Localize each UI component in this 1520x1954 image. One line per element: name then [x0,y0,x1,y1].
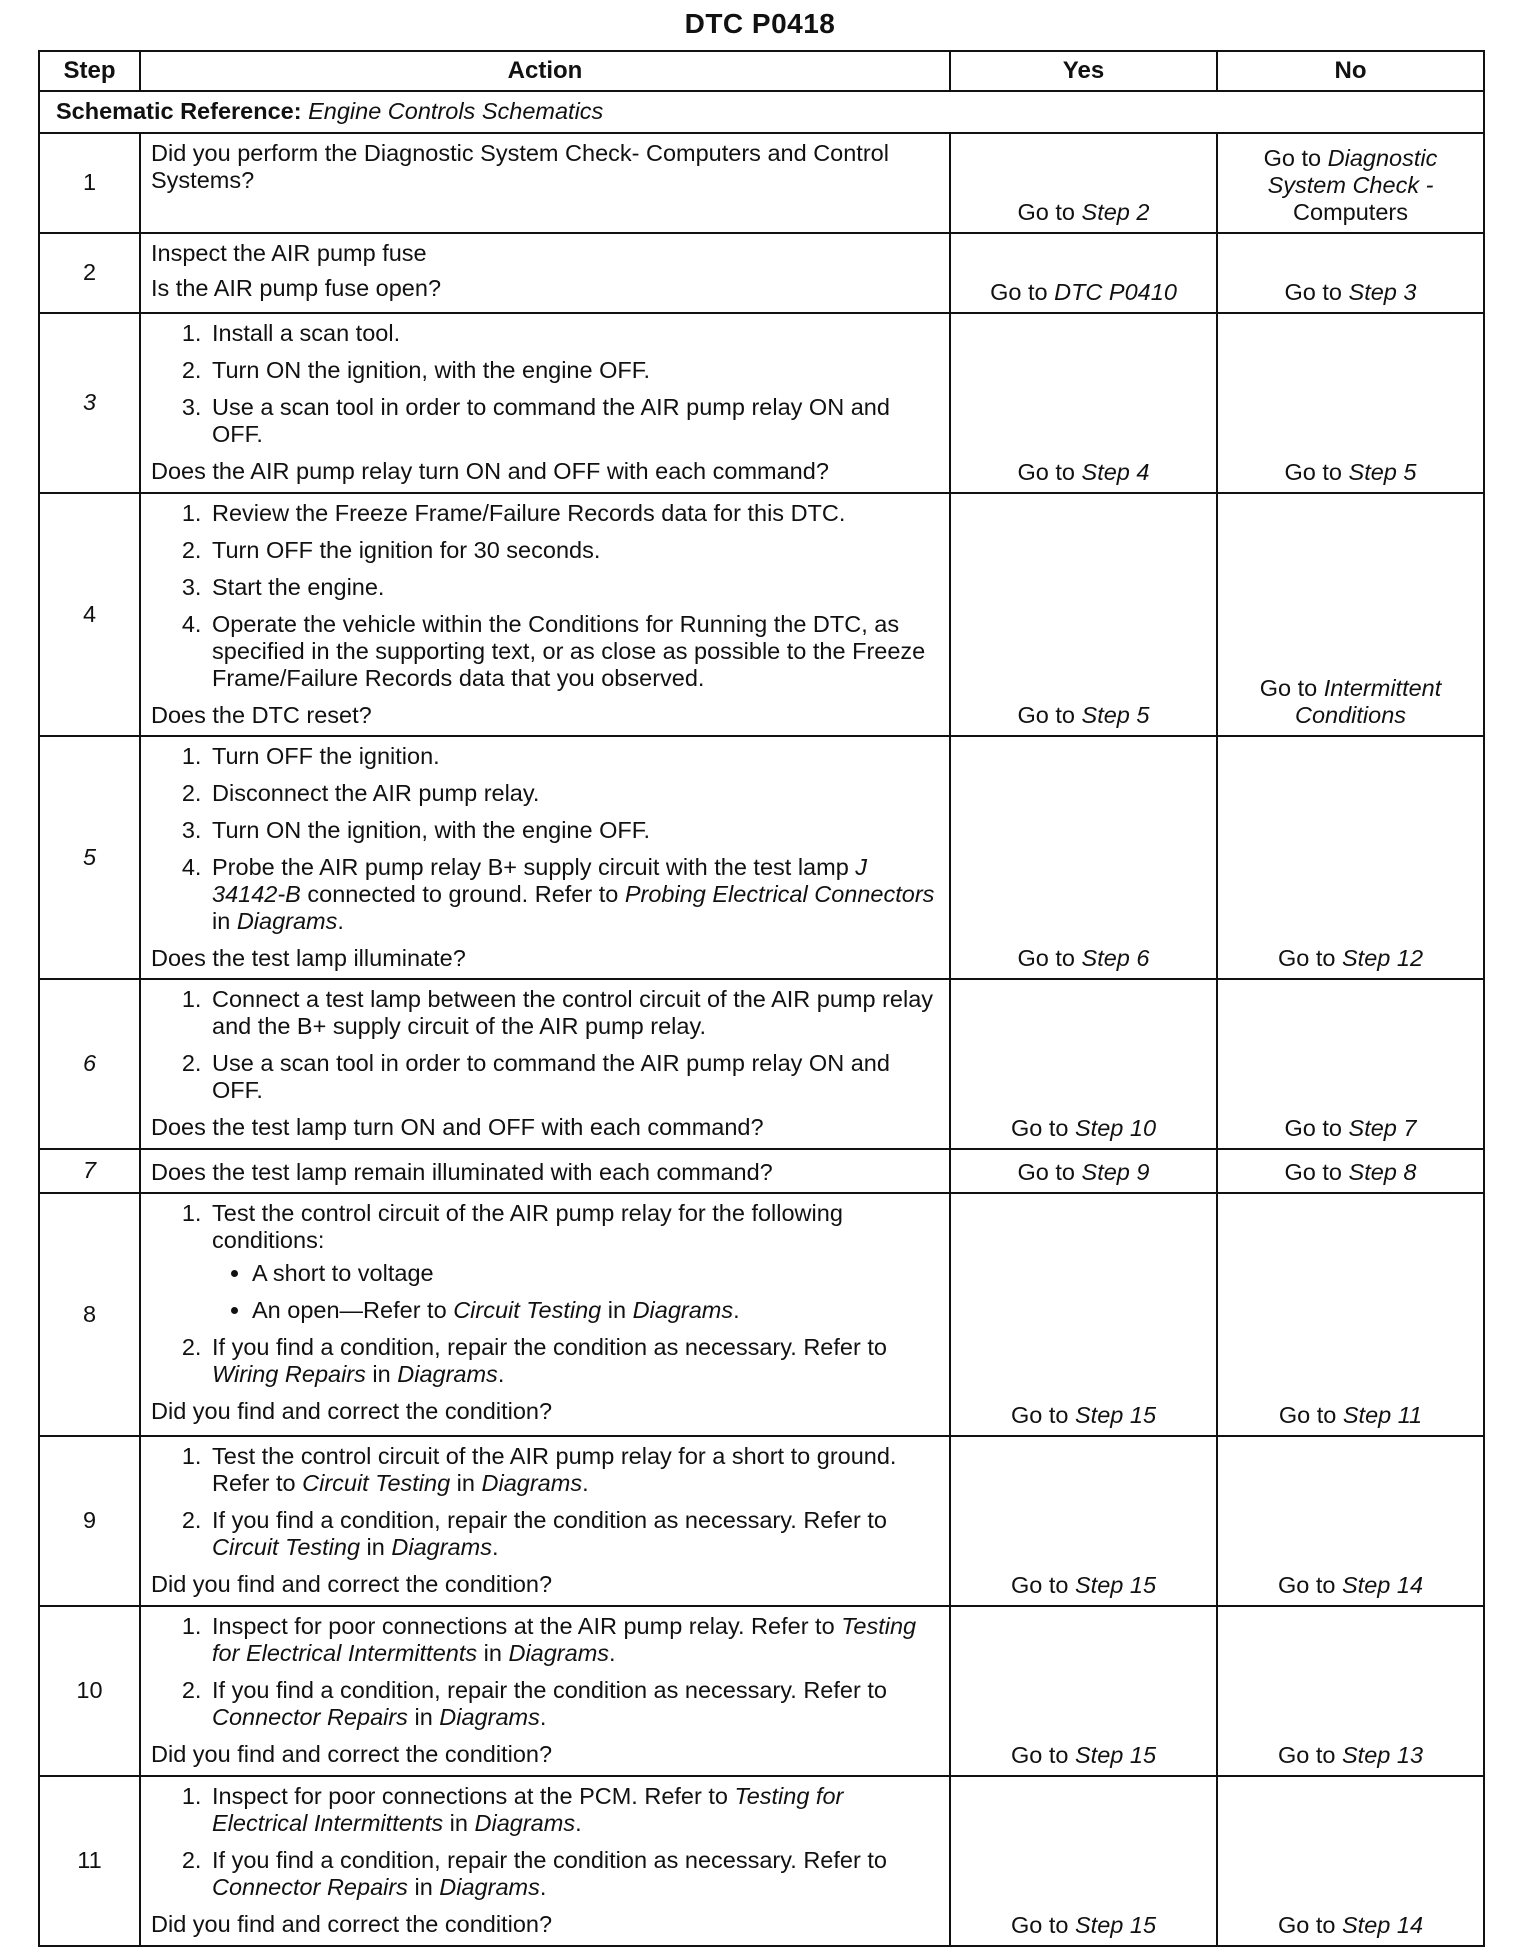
reference-text: Connector Repairs [212,1874,408,1901]
plain-text: If you find a condition, repair the condition as necessary. Refer to [212,1507,887,1534]
action-step-item [208,320,939,347]
action-question: Does the test lamp remain illuminated with each command? [151,1159,773,1186]
plain-text: Go to [1010,1741,1075,1768]
yes-cell [950,133,1217,233]
reference-text: Step 15 [1075,1741,1157,1768]
action-step-item [208,1507,939,1561]
plain-text: If you find a condition, repair the condition as necessary. Refer to [212,1677,887,1704]
plain-text: Go to [1010,1114,1075,1141]
no-line [1224,675,1477,702]
plain-text: If you find a condition, repair the condition as necessary. Refer to [212,1334,887,1361]
plain-text: . [491,1534,499,1561]
plain-text: Go to [1277,1741,1342,1768]
yes-cell [950,979,1217,1149]
reference-text: Step 5 [1348,458,1417,485]
action-cell [140,1776,950,1946]
table-row [39,1149,1484,1193]
plain-text: Go to [1259,674,1324,701]
reference-text: Circuit Testing [302,1470,451,1497]
table-row [39,1606,1484,1776]
plain-text: Use a scan tool in order to command the AIR pump relay ON and OFF. [212,1050,890,1104]
no-cell [1217,1776,1484,1946]
reference-text: Step 10 [1075,1114,1157,1141]
schematic-value: Engine Controls Schematics [308,98,604,125]
yes-cell [950,1193,1217,1436]
action-step-item [208,1677,939,1731]
plain-text: Test the control circuit of the AIR pump relay for the following conditions: [212,1200,843,1254]
plain-text: Go to [1017,458,1082,485]
yes-cell [950,1606,1217,1776]
plain-text: Disconnect the AIR pump relay. [212,780,540,807]
plain-text: connected to ground. Refer to [300,881,625,908]
plain-text: Go to [990,278,1055,305]
plain-text: in [212,908,237,935]
action-step-item [208,500,939,527]
plain-text: Go to [1284,1158,1349,1185]
no-cell [1217,736,1484,979]
action-cell [140,1149,950,1193]
diagnostic-table [38,50,1485,1947]
no-cell [1217,313,1484,493]
action-question: Does the AIR pump relay turn ON and OFF with each command? [151,458,829,485]
action-step-item [208,743,939,770]
action-steps-list [151,320,939,448]
no-cell [1217,1436,1484,1606]
plain-text: Turn OFF the ignition. [212,743,440,769]
plain-text: . [575,1810,582,1837]
no-line [1224,145,1477,172]
plain-text: . [337,908,344,935]
schematic-reference-row [39,91,1484,133]
table-row [39,313,1484,493]
plain-text: Go to [1017,1158,1082,1185]
reference-text: System Check - [1267,171,1434,198]
plain-text: Inspect for poor connections at the AIR pump relay. Refer to [212,1613,842,1639]
action-step-item [208,1613,939,1667]
reference-text: Step 2 [1081,198,1150,225]
plain-text: Operate the vehicle within the Conditions for Running the DTC, as specified in the supporting text, or as close as possible to the Freeze Frame/Failure Records data that you observed. [212,611,926,692]
reference-text: Diagrams [397,1361,498,1388]
action-steps-list [151,500,939,692]
plain-text: Go to [1277,1571,1342,1598]
yes-cell [950,313,1217,493]
reference-text: Step 11 [1342,1401,1423,1428]
schematic-label: Schematic Reference: [56,98,302,125]
reference-text: Diagrams [391,1534,492,1561]
reference-text: Diagnostic [1327,144,1438,171]
no-cell [1217,1606,1484,1776]
reference-text: Diagrams [632,1297,734,1324]
schematic-reference [39,91,1484,133]
reference-text: Step 3 [1348,278,1417,305]
action-step-item [208,1783,939,1837]
yes-cell [950,1776,1217,1946]
action-question: Does the DTC reset? [151,702,372,729]
plain-text: in [407,1704,440,1731]
yes-cell [950,736,1217,979]
action-steps-list [151,1200,939,1388]
reference-text: Testing for Electrical Intermittents [212,1613,917,1667]
reference-text: Step 13 [1342,1741,1424,1768]
no-cell [1217,1193,1484,1436]
action-steps-list [151,743,939,935]
reference-text: Probing Electrical Connectors [624,881,935,908]
reference-text: Diagrams [236,908,338,935]
action-cell [140,133,950,233]
step-number: 4 [39,493,140,736]
plain-text: Go to [1010,1571,1075,1598]
header-step: Step [39,51,140,91]
condition-bullet [252,1297,939,1324]
yes-cell [950,1436,1217,1606]
reference-text: Step 6 [1081,944,1150,971]
plain-text: Computers [1293,198,1408,225]
plain-text: Go to [1277,1911,1342,1938]
plain-text: Turn ON the ignition, with the engine OFF. [212,357,651,384]
step-number: 6 [39,979,140,1149]
action-step-item [208,574,939,601]
reference-text: Diagrams [481,1470,583,1497]
action-step-item [208,1050,939,1104]
step-number: 2 [39,233,140,313]
plain-text: . [539,1874,547,1901]
no-cell [1217,133,1484,233]
step-number: 1 [39,133,140,233]
no-line [1224,702,1477,729]
plain-text: . [582,1470,589,1497]
reference-text: Circuit Testing [453,1297,602,1324]
plain-text: Go to [1263,144,1328,171]
plain-text: Review the Freeze Frame/Failure Records data for this DTC. [212,500,846,526]
step-number: 11 [39,1776,140,1946]
table-header-row [39,51,1484,91]
action-steps-list [151,986,939,1104]
action-step-item [208,780,939,807]
condition-bullets [212,1260,939,1324]
plain-text: Go to [1017,701,1082,728]
reference-text: Diagrams [439,1874,540,1901]
reference-text: Diagrams [439,1704,540,1731]
reference-text: J 34142-B [212,854,868,908]
plain-text: Connect a test lamp between the control circuit of the AIR pump relay and the B+ supply circuit of the AIR pump relay. [212,986,934,1040]
plain-text: Go to [1010,1911,1075,1938]
reference-text: Step 15 [1075,1571,1157,1598]
step-number: 3 [39,313,140,493]
yes-cell [950,493,1217,736]
step-number: 8 [39,1193,140,1436]
reference-text: Step 5 [1081,701,1150,728]
reference-text: DTC P0410 [1054,278,1177,305]
plain-text: Go to [1284,1114,1349,1141]
action-steps-list [151,1443,939,1561]
plain-text: Use a scan tool in order to command the AIR pump relay ON and OFF. [212,394,890,448]
header-yes: Yes [950,51,1217,91]
action-step-item [208,1334,939,1388]
table-row [39,979,1484,1149]
action-intro: Inspect the AIR pump fuse [151,240,427,266]
plain-text: Probe the AIR pump relay B+ supply circuit with the test lamp [212,854,856,881]
no-line [1224,172,1477,199]
no-cell [1217,979,1484,1149]
action-step-item [208,1847,939,1901]
reference-text: Diagrams [474,1810,576,1837]
action-step-item [208,357,939,384]
reference-text: Testing for Electrical Intermittents [212,1783,844,1837]
action-step-item [208,611,939,692]
plain-text: Start the engine. [212,574,385,601]
plain-text: Go to [1010,1401,1075,1428]
reference-text: Step 12 [1342,944,1424,971]
no-cell [1217,233,1484,313]
plain-text: Inspect for poor connections at the PCM. Refer to [212,1783,735,1809]
action-question: Does the test lamp turn ON and OFF with each command? [151,1114,764,1141]
plain-text: . [539,1704,547,1731]
plain-text: Go to [1284,458,1349,485]
plain-text: in [360,1534,392,1561]
no-cell [1217,1149,1484,1193]
reference-text: Step 4 [1081,458,1150,485]
table-row [39,1436,1484,1606]
plain-text: in [601,1297,633,1324]
table-row [39,1776,1484,1946]
plain-text: . [609,1640,616,1667]
table-row [39,1193,1484,1436]
reference-text: Wiring Repairs [212,1361,366,1388]
plain-text: . [733,1297,740,1324]
plain-text: If you find a condition, repair the condition as necessary. Refer to [212,1847,887,1874]
plain-text: in [443,1810,475,1837]
table-row [39,493,1484,736]
plain-text: in [477,1640,509,1667]
plain-text: Go to [1284,278,1349,305]
table-row [39,233,1484,313]
plain-text: Turn OFF the ignition for 30 seconds. [212,537,601,564]
action-cell [140,313,950,493]
action-cell [140,979,950,1149]
plain-text: in [407,1874,440,1901]
action-step-item [208,537,939,564]
plain-text: Go to [1278,1401,1343,1428]
page-title: DTC P0418 [684,8,836,39]
plain-text: Go to [1017,198,1082,225]
reference-text: Connector Repairs [212,1704,408,1731]
reference-text: Circuit Testing [212,1534,361,1561]
no-line [1224,199,1477,226]
action-cell [140,736,950,979]
action-cell [140,1606,950,1776]
step-number: 9 [39,1436,140,1606]
action-question: Is the AIR pump fuse open? [151,275,442,302]
reference-text: Step 7 [1348,1114,1417,1141]
header-action: Action [140,51,950,91]
action-step-item [208,1200,939,1324]
plain-text: Go to [1017,944,1082,971]
plain-text: Turn ON the ignition, with the engine OFF. [212,817,651,844]
action-step-item [208,1443,939,1497]
reference-text: Diagrams [508,1640,610,1667]
reference-text: Step 8 [1348,1158,1417,1185]
reference-text: Step 9 [1081,1158,1150,1185]
header-no: No [1217,51,1484,91]
action-question: Did you find and correct the condition? [151,1741,553,1768]
no-cell [1217,493,1484,736]
plain-text: A short to voltage [252,1260,434,1287]
action-question: Did you find and correct the condition? [151,1398,553,1425]
yes-cell [950,233,1217,313]
plain-text: Test the control circuit of the AIR pump relay for a short to ground. Refer to [212,1443,897,1497]
table-row [39,736,1484,979]
action-intro: Did you perform the Diagnostic System Check- Computers and Control Systems? [151,140,889,194]
action-step-item [208,986,939,1040]
reference-text: Step 15 [1075,1401,1157,1428]
action-step-item [208,817,939,844]
reference-text: Conditions [1294,701,1407,728]
step-number: 5 [39,736,140,979]
plain-text: Go to [1277,944,1342,971]
action-cell [140,493,950,736]
reference-text: Intermittent [1323,674,1442,701]
action-cell [140,1436,950,1606]
action-cell [140,1193,950,1436]
condition-bullet [252,1260,939,1287]
step-number: 7 [39,1149,140,1193]
table-row [39,133,1484,233]
action-question: Did you find and correct the condition? [151,1571,553,1598]
plain-text: . [497,1361,505,1388]
action-step-item [208,394,939,448]
action-steps-list [151,1783,939,1901]
yes-cell [950,1149,1217,1193]
action-step-item [208,854,939,935]
plain-text: An open—Refer to [252,1297,454,1324]
reference-text: Step 14 [1342,1911,1424,1938]
reference-text: Step 14 [1342,1571,1424,1598]
action-cell [140,233,950,313]
plain-text: in [450,1470,482,1497]
action-question: Did you find and correct the condition? [151,1911,553,1938]
reference-text: Step 15 [1075,1911,1157,1938]
action-question: Does the test lamp illuminate? [151,945,466,972]
action-steps-list [151,1613,939,1731]
plain-text: Install a scan tool. [212,320,401,346]
plain-text: in [365,1361,398,1388]
step-number: 10 [39,1606,140,1776]
